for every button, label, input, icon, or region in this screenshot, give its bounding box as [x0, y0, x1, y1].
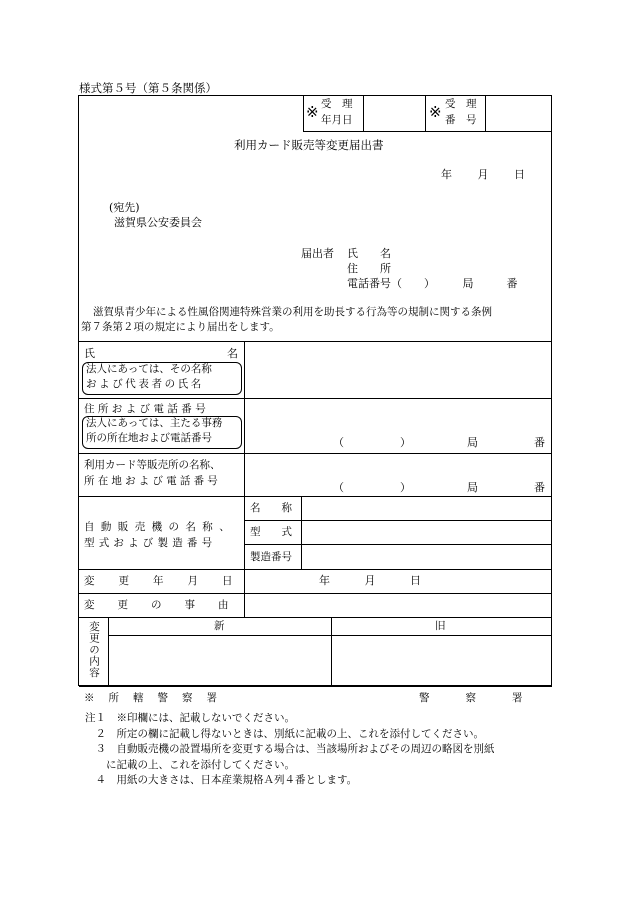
form-frame — [78, 95, 559, 704]
divider — [244, 544, 552, 545]
name-row-label — [84, 348, 238, 361]
applicant-name-label: 氏 名 — [347, 247, 391, 260]
divider — [79, 453, 552, 454]
applicant-phone-label: 電話番号（ ） 局 番 — [347, 277, 518, 290]
divider — [485, 96, 486, 131]
address-row-label: 住所および電話番号 — [84, 403, 210, 415]
form-title: 利用カード販売等変更届出書 — [234, 138, 384, 152]
corporate-address-note: 所の所在地および電話番号 — [86, 432, 212, 444]
day-label: 日 — [410, 574, 421, 587]
receipt-date-label: 年月日 — [321, 114, 353, 126]
divider — [244, 520, 552, 521]
receipt-number-label: 番 号 — [445, 114, 477, 126]
corporate-address-note: 法人にあっては、主たる事務 — [86, 417, 223, 429]
footnote: ４ 用紙の大きさは、日本産業規格Ａ列４番とします。 — [85, 774, 358, 786]
shop-row-label: 利用カード等販売所の名称、 — [84, 459, 221, 471]
addressee-prefix: (宛先) — [109, 201, 140, 214]
new-column-label: 新 — [214, 620, 225, 632]
address-phone-line — [333, 437, 545, 450]
change-reason-label: 変更の事由 — [84, 599, 252, 611]
addressee-name: 滋賀県公安委員会 — [114, 216, 202, 229]
change-date-fields — [319, 575, 421, 588]
year-label: 年 — [319, 574, 330, 587]
divider — [303, 96, 304, 131]
footnotes — [85, 711, 495, 789]
divider — [79, 617, 552, 618]
statement-text: 第７条第２項の規定により届出をします。 — [81, 321, 280, 333]
applicant-label: 届出者 — [301, 247, 334, 260]
asterisk-mark: ※ — [429, 103, 442, 121]
divider — [108, 635, 552, 636]
divider — [79, 398, 552, 399]
footnote: ２ 所定の欄に記載し得ないときは、別紙に記載の上、これを添付してください。 — [85, 727, 484, 740]
machine-name-label: 名 称 — [250, 502, 292, 514]
number-label: 番 — [534, 481, 545, 494]
machine-serial-label: 製造番号 — [250, 551, 292, 563]
police-station-suffix: 警察署 — [419, 692, 559, 704]
day-label: 日 — [514, 168, 525, 181]
footnote: に記載の上、これを添付してください。 — [85, 758, 295, 771]
form-number-caption: 様式第５号（第５条関係） — [79, 81, 217, 95]
divider — [79, 686, 552, 687]
police-station-label: ※所轄警察署 — [84, 692, 231, 704]
receipt-date-label: 受 理 — [321, 98, 353, 110]
month-label: 月 — [477, 168, 489, 181]
corporate-name-note: 法人にあっては、その名称 — [86, 363, 212, 375]
shop-row-label: 所在地および電話番号 — [84, 475, 221, 487]
paren-close: ） — [400, 481, 411, 494]
receipt-number-label: 受 理 — [445, 98, 477, 110]
divider — [363, 96, 364, 131]
name-label-part: 名 — [227, 347, 238, 360]
asterisk-mark: ※ — [306, 103, 319, 121]
divider — [79, 593, 552, 594]
change-date-label: 変更年月日 — [84, 575, 257, 587]
divider — [303, 131, 552, 132]
divider — [79, 496, 552, 497]
number-label: 番 — [534, 436, 545, 449]
machine-type-label: 型 式 — [250, 526, 292, 538]
machine-row-label: 型式および製造番号 — [84, 537, 217, 549]
exchange-label: 局 — [467, 436, 478, 449]
divider — [79, 341, 552, 342]
year-label: 年 — [441, 168, 452, 181]
paren-open: （ — [333, 481, 344, 494]
exchange-label: 局 — [467, 481, 478, 494]
corporate-name-note: および代表者の氏名 — [86, 378, 204, 390]
old-column-label: 旧 — [435, 620, 446, 632]
machine-row-label: 自動販売機の名称、 — [84, 521, 237, 533]
name-label-part: 氏 — [84, 347, 95, 360]
footnote: 注１ ※印欄には、記載しないでください。 — [85, 712, 295, 724]
divider — [301, 496, 302, 569]
divider — [79, 569, 552, 570]
applicant-address-label: 住 所 — [347, 262, 391, 275]
submission-date — [441, 169, 525, 182]
month-label: 月 — [364, 574, 376, 587]
shop-phone-line — [333, 482, 545, 495]
change-content-label: 変更の内容 — [88, 621, 100, 679]
divider — [108, 617, 109, 686]
divider — [331, 617, 332, 686]
footnote: ３ 自動販売機の設置場所を変更する場合は、当該場所およびその周辺の略図を別紙 — [85, 743, 495, 755]
divider — [425, 96, 426, 131]
paren-close: ） — [400, 436, 411, 449]
statement-text: 滋賀県青少年による性風俗関連特殊営業の利用を助長する行為等の規制に関する条例 — [93, 306, 492, 318]
paren-open: （ — [333, 436, 344, 449]
